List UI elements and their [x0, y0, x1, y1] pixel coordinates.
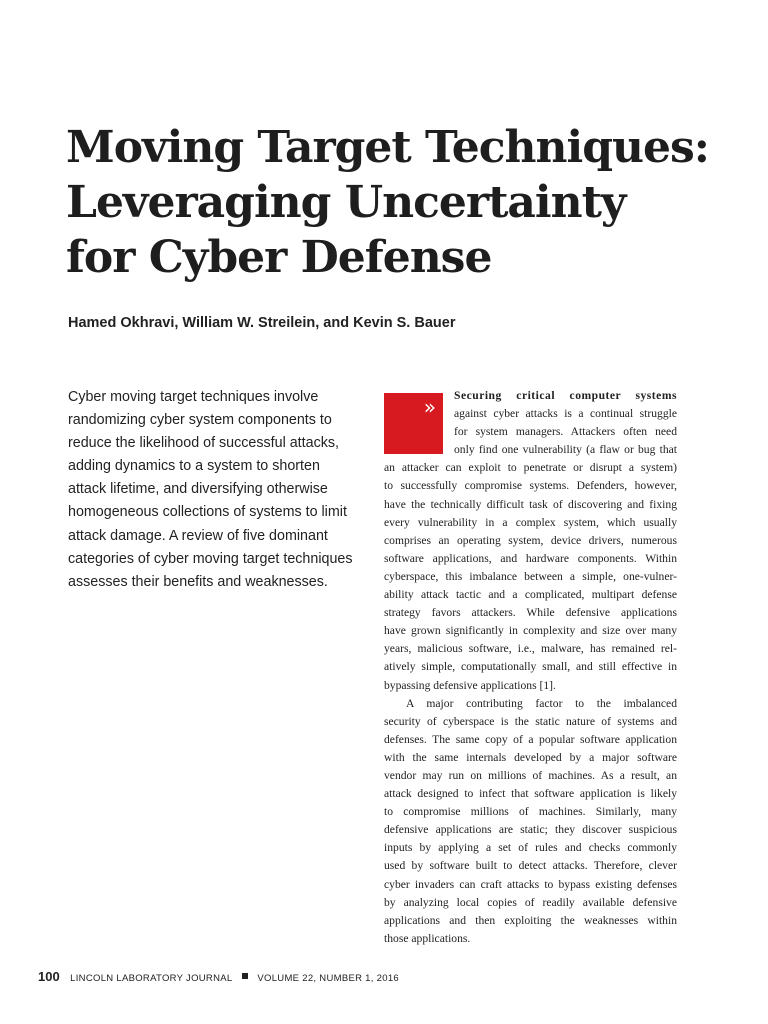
- abstract: [68, 386, 358, 594]
- body-line: have the technically difficult task of discovering and fixing: [384, 497, 677, 511]
- abstract-line: adding dynamics to a system to shorten: [68, 458, 320, 475]
- body-line: defensive applications are static; they discover suspicious: [384, 823, 677, 837]
- body-line: by analyzing local copies of readily available defensive: [384, 895, 677, 909]
- body-line: strategy favors attackers. While defensive applications: [384, 606, 677, 620]
- body-line: security of cyberspace is the static nature of systems and: [384, 714, 677, 728]
- body-text: [384, 387, 677, 948]
- body-line: A major contributing factor to the imbalanced: [406, 696, 677, 710]
- double-chevron-right-icon: »: [423, 395, 436, 419]
- article-title: [66, 120, 726, 285]
- body-line: every vulnerability in a complex system, which usually: [384, 515, 677, 529]
- author-list: Hamed Okhravi, William W. Streilein, and Kevin S. Bauer: [68, 315, 456, 331]
- body-line: atively simple, computationally small, and still effective in: [384, 660, 677, 674]
- body-line: an attacker can exploit to penetrate or disrupt a system): [384, 461, 677, 475]
- page-number: 100: [38, 969, 60, 984]
- title-line: for Cyber Defense: [66, 232, 492, 283]
- body-line: cyber invaders can craft attacks to bypass existing defenses: [384, 877, 677, 891]
- abstract-line: randomizing cyber system components to: [68, 412, 332, 429]
- abstract-line: attack damage. A review of five dominant: [68, 527, 328, 544]
- title-line: Leveraging Uncertainty: [66, 177, 626, 228]
- abstract-line: reduce the likelihood of successful attacks,: [68, 435, 339, 452]
- abstract-line: homogeneous collections of systems to limit: [68, 504, 347, 521]
- body-line: years, malicious software, i.e., malware, has remained rel-: [384, 642, 677, 656]
- body-line: only find one vulnerability (a flaw or bug that: [454, 443, 677, 457]
- body-line: against cyber attacks is a continual struggle: [454, 407, 677, 421]
- body-line: comprises an operating system, device drivers, numerous: [384, 533, 677, 547]
- abstract-line: Cyber moving target techniques involve: [68, 389, 319, 405]
- body-line: with the same internals developed by a major software: [384, 750, 677, 764]
- square-separator-icon: [242, 973, 248, 979]
- abstract-line: attack lifetime, and diversifying otherwise: [68, 481, 328, 498]
- body-line: for system managers. Attackers often need: [454, 425, 677, 439]
- body-line: those applications.: [384, 931, 471, 945]
- body-line: defenses. The same copy of a popular software application: [384, 732, 677, 746]
- body-line: software applications, and hardware components. Within: [384, 551, 677, 565]
- body-line: to compromise millions of machines. Similarly, many: [384, 805, 677, 819]
- body-line: attack designed to infect that software application is likely: [384, 787, 677, 801]
- page-footer: [38, 968, 399, 986]
- body-lead: Securing critical computer systems: [454, 389, 677, 402]
- journal-name: LINCOLN LABORATORY JOURNAL: [70, 973, 233, 984]
- title-line: Moving Target Techniques:: [66, 122, 709, 173]
- body-line: cyberspace, this imbalance between a simple, one-vulner-: [384, 569, 677, 583]
- body-line: bypassing defensive applications [1].: [384, 678, 556, 692]
- body-line: to successfully compromise systems. Defenders, however,: [384, 479, 677, 493]
- body-line: have grown significantly in complexity and size over many: [384, 624, 677, 638]
- issue-info: VOLUME 22, NUMBER 1, 2016: [257, 973, 399, 984]
- body-line: vendor may run on millions of machines. As a result, an: [384, 768, 677, 782]
- body-line: used by software built to detect attacks. Therefore, clever: [384, 859, 677, 873]
- body-line: ability attack tactic and a complicated, multipart defense: [384, 588, 677, 602]
- abstract-line: assesses their benefits and weaknesses.: [68, 573, 328, 590]
- body-line: applications and then exploiting the weaknesses within: [384, 913, 677, 927]
- abstract-line: categories of cyber moving target techniques: [68, 550, 353, 567]
- body-line: inputs by applying a set of rules and checks commonly: [384, 841, 677, 855]
